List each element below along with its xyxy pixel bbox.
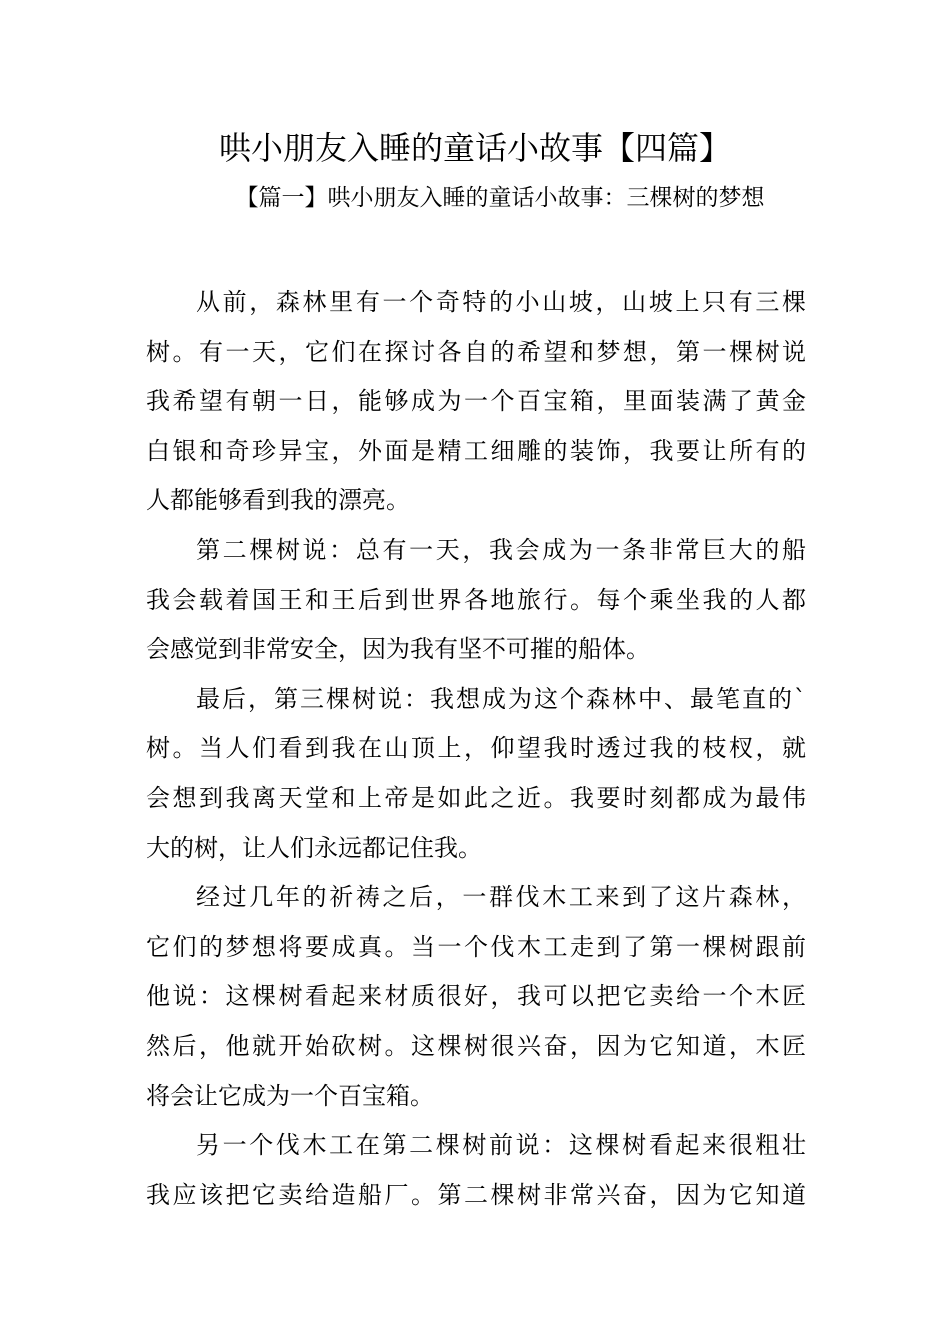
paragraph-4-line-3: 他说：这棵树看起来材质很好，我可以把它卖给一个木匠 <box>146 982 806 1011</box>
paragraph-4-line-2: 它们的梦想将要成真。当一个伐木工走到了第一棵树跟前 <box>146 932 806 961</box>
paragraph-1-line-5: 人都能够看到我的漂亮。 <box>146 486 410 515</box>
paragraph-3-line-4: 大的树，让人们永远都记住我。 <box>146 833 482 862</box>
paragraph-4-line-5: 将会让它成为一个百宝箱。 <box>146 1081 434 1110</box>
paragraph-5-line-2: 我应该把它卖给造船厂。第二棵树非常兴奋，因为它知道 <box>146 1180 806 1209</box>
paragraph-4-line-1: 经过几年的祈祷之后，一群伐木工来到了这片森林， <box>196 883 806 912</box>
paragraph-4-line-4: 然后，他就开始砍树。这棵树很兴奋，因为它知道，木匠 <box>146 1031 806 1060</box>
paragraph-1-line-4: 白银和奇珍异宝，外面是精工细雕的装饰，我要让所有的 <box>146 436 806 465</box>
section-heading: 【篇一】哄小朋友入睡的童话小故事：三棵树的梦想 <box>235 185 765 211</box>
paragraph-5-line-1: 另一个伐木工在第二棵树前说：这棵树看起来很粗壮 <box>196 1131 806 1160</box>
paragraph-3-line-3: 会想到我离天堂和上帝是如此之近。我要时刻都成为最伟 <box>146 783 806 812</box>
paragraph-3-line-2: 树。当人们看到我在山顶上，仰望我时透过我的枝杈，就 <box>146 734 806 763</box>
paragraph-2-line-1: 第二棵树说：总有一天，我会成为一条非常巨大的船 <box>196 535 806 564</box>
paragraph-2-line-3: 会感觉到非常安全，因为我有坚不可摧的船体。 <box>146 635 650 664</box>
paragraph-1-line-1: 从前，森林里有一个奇特的小山坡，山坡上只有三棵 <box>196 288 806 316</box>
paragraph-3-line-1: 最后，第三棵树说：我想成为这个森林中、最笔直的` <box>196 684 806 713</box>
paragraph-1-line-2: 树。有一天，它们在探讨各自的希望和梦想，第一棵树说 <box>146 337 806 366</box>
document-title: 哄小朋友入睡的童话小故事【四篇】 <box>218 129 731 167</box>
story-body <box>146 278 806 1220</box>
paragraph-2-line-2: 我会载着国王和王后到世界各地旅行。每个乘坐我的人都 <box>146 585 806 614</box>
paragraph-1-line-3: 我希望有朝一日，能够成为一个百宝箱，里面装满了黄金 <box>146 387 806 416</box>
